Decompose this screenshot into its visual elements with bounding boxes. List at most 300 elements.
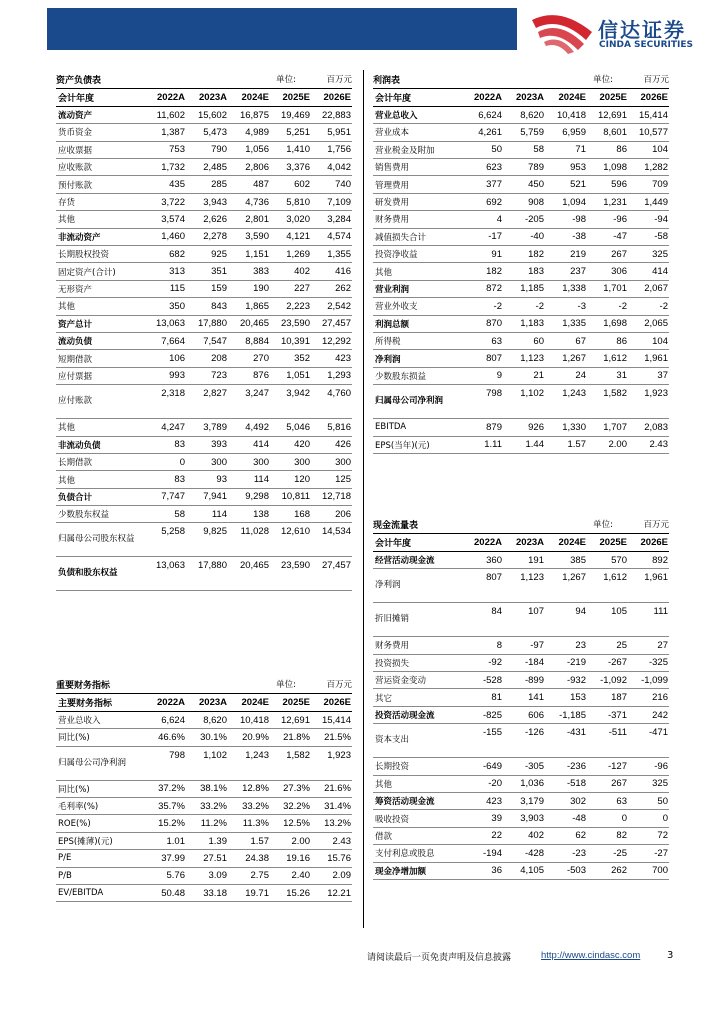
- cell-value: 4,574: [311, 228, 352, 245]
- cell-value: 2.43: [628, 436, 669, 453]
- header-year: 2023A: [503, 89, 545, 106]
- cell-value: 37.99: [142, 850, 186, 867]
- cell-value: 208: [186, 350, 228, 367]
- cell-value: 14,534: [311, 523, 352, 557]
- row-label: P/E: [56, 850, 142, 867]
- cell-value: -3: [545, 298, 587, 315]
- row-label: EPS(摊薄)(元): [56, 832, 142, 849]
- cell-value: 10,418: [545, 106, 587, 123]
- cell-value: 237: [545, 263, 587, 280]
- cell-value: -20: [459, 775, 503, 792]
- table-row: [373, 758, 669, 775]
- cell-value: 1,355: [311, 246, 352, 263]
- header-year: 2022A: [142, 89, 186, 106]
- cell-value: 993: [142, 367, 186, 384]
- table-row: [56, 211, 352, 228]
- cell-value: 23,590: [270, 557, 311, 591]
- income-statement-panel: [373, 70, 669, 454]
- row-label: 流动资产: [56, 106, 142, 123]
- table-row: [373, 246, 669, 263]
- table-row: [373, 263, 669, 280]
- cell-value: 8,884: [228, 332, 270, 349]
- balance-sheet-table: [56, 89, 352, 591]
- row-label: 投资净收益: [373, 246, 459, 263]
- cell-value: 13.2%: [311, 815, 352, 832]
- cell-value: 32.2%: [270, 798, 311, 815]
- cell-value: 7,941: [186, 488, 228, 505]
- table-row: [373, 724, 669, 758]
- cell-value: 63: [587, 793, 628, 810]
- cell-value: 5,251: [270, 124, 311, 141]
- cell-value: 5,951: [311, 124, 352, 141]
- cell-value: 33.2%: [228, 798, 270, 815]
- table-row: [373, 603, 669, 637]
- header-label: 会计年度: [373, 534, 459, 551]
- header-year: 2024E: [545, 534, 587, 551]
- table-row: [373, 193, 669, 210]
- row-label: 管理费用: [373, 176, 459, 193]
- cell-value: 360: [459, 551, 503, 568]
- header-year: 2024E: [228, 694, 270, 711]
- cell-value: 285: [186, 176, 228, 193]
- panel-title: 资产负债表: [56, 75, 102, 86]
- cell-value: 24.38: [228, 850, 270, 867]
- cell-value: 31: [587, 367, 628, 384]
- cell-value: 11.2%: [186, 815, 228, 832]
- cell-value: 3,284: [311, 211, 352, 228]
- unit-label: 单位:: [593, 520, 613, 530]
- table-row: [56, 367, 352, 384]
- cell-value: 4,736: [228, 193, 270, 210]
- cell-value: -126: [503, 724, 545, 758]
- cell-value: -325: [628, 654, 669, 671]
- cell-value: 81: [459, 689, 503, 706]
- table-row: [373, 350, 669, 367]
- cell-value: 4,492: [228, 419, 270, 436]
- cell-value: 33.18: [186, 885, 228, 902]
- table-header-row: [56, 89, 352, 106]
- cell-value: 1,282: [628, 159, 669, 176]
- row-label: 其它: [373, 689, 459, 706]
- column-divider: [363, 70, 364, 928]
- cell-value: -503: [545, 862, 587, 879]
- cell-value: 187: [587, 689, 628, 706]
- table-row: [56, 193, 352, 210]
- cell-value: 5,810: [270, 193, 311, 210]
- cell-value: 414: [228, 436, 270, 453]
- row-label: 非流动负债: [56, 436, 142, 453]
- cell-value: 1,056: [228, 141, 270, 158]
- cell-value: 3,247: [228, 385, 270, 419]
- cell-value: 270: [228, 350, 270, 367]
- cell-value: -38: [545, 228, 587, 245]
- cell-value: 5,759: [503, 124, 545, 141]
- cell-value: 350: [142, 298, 186, 315]
- cell-value: 6,959: [545, 124, 587, 141]
- header-year: 2024E: [228, 89, 270, 106]
- cell-value: 570: [587, 551, 628, 568]
- cell-value: 602: [270, 176, 311, 193]
- cell-value: 20.9%: [228, 729, 270, 746]
- cell-value: -184: [503, 654, 545, 671]
- cell-value: -305: [503, 758, 545, 775]
- cell-value: 1.57: [545, 436, 587, 453]
- row-label: 货币资金: [56, 124, 142, 141]
- cell-value: 1,961: [628, 350, 669, 367]
- cell-value: 38.1%: [186, 780, 228, 797]
- cell-value: 1,460: [142, 228, 186, 245]
- table-row: [56, 332, 352, 349]
- cell-value: 450: [503, 176, 545, 193]
- cell-value: 191: [503, 551, 545, 568]
- row-label: 净利润: [373, 569, 459, 603]
- cell-value: 125: [311, 471, 352, 488]
- row-label: 应付账款: [56, 385, 142, 419]
- table-row: [373, 385, 669, 419]
- cell-value: 385: [545, 551, 587, 568]
- cell-value: 71: [545, 141, 587, 158]
- row-label: 经营活动现金流: [373, 551, 459, 568]
- table-row: [373, 654, 669, 671]
- cell-value: 15.26: [270, 885, 311, 902]
- cell-value: 105: [587, 603, 628, 637]
- cell-value: 2,806: [228, 159, 270, 176]
- unit-note: [563, 73, 669, 85]
- cell-value: 114: [228, 471, 270, 488]
- table-row: [373, 689, 669, 706]
- table-row: [56, 350, 352, 367]
- cell-value: 67: [545, 332, 587, 349]
- cell-value: 1,865: [228, 298, 270, 315]
- cell-value: 790: [186, 141, 228, 158]
- table-row: [56, 280, 352, 297]
- table-row: [373, 176, 669, 193]
- table-row: [56, 557, 352, 591]
- table-row: [373, 419, 669, 436]
- cell-value: -371: [587, 706, 628, 723]
- cell-value: 1,185: [503, 280, 545, 297]
- row-label: 负债合计: [56, 488, 142, 505]
- row-label: 无形资产: [56, 280, 142, 297]
- row-label: 营业税金及附加: [373, 141, 459, 158]
- cell-value: 31.4%: [311, 798, 352, 815]
- cell-value: -236: [545, 758, 587, 775]
- table-row: [373, 793, 669, 810]
- cell-value: 12,691: [587, 106, 628, 123]
- cell-value: 6,624: [142, 711, 186, 728]
- cell-value: 106: [142, 350, 186, 367]
- cell-value: 24: [545, 367, 587, 384]
- row-label: 同比(%): [56, 729, 142, 746]
- cash-flow-table: [373, 534, 669, 880]
- cell-value: 2.00: [270, 832, 311, 849]
- cell-value: 1,707: [587, 419, 628, 436]
- row-label: 支付利息或股息: [373, 845, 459, 862]
- row-label: P/B: [56, 867, 142, 884]
- cell-value: 21.5%: [311, 729, 352, 746]
- row-label: 资产总计: [56, 315, 142, 332]
- unit-label: 单位:: [276, 75, 296, 85]
- table-row: [56, 124, 352, 141]
- table-row: [56, 385, 352, 419]
- unit-value: 百万元: [643, 520, 669, 530]
- row-label: 长期股权投资: [56, 246, 142, 263]
- row-label: ROE(%): [56, 815, 142, 832]
- table-row: [56, 815, 352, 832]
- row-label: 营运资金变动: [373, 672, 459, 689]
- table-row: [56, 798, 352, 815]
- cell-value: 12,691: [270, 711, 311, 728]
- cell-value: 876: [228, 367, 270, 384]
- cell-value: 1,094: [545, 193, 587, 210]
- cell-value: 50: [459, 141, 503, 158]
- website-link[interactable]: http://www.cindasc.com: [541, 950, 641, 961]
- table-row: [56, 780, 352, 797]
- cell-value: 19.71: [228, 885, 270, 902]
- unit-note: [246, 678, 352, 690]
- cell-value: 11,028: [228, 523, 270, 557]
- row-label: 所得税: [373, 332, 459, 349]
- cell-value: 120: [270, 471, 311, 488]
- row-label: 财务费用: [373, 211, 459, 228]
- cell-value: -899: [503, 672, 545, 689]
- cell-value: 25: [587, 637, 628, 654]
- cell-value: 27.51: [186, 850, 228, 867]
- cell-value: 1,243: [228, 746, 270, 780]
- table-row: [56, 141, 352, 158]
- cell-value: -267: [587, 654, 628, 671]
- disclaimer-note: 请阅读最后一页免责声明及信息披露: [367, 953, 512, 963]
- row-label: 研发费用: [373, 193, 459, 210]
- table-row: [56, 711, 352, 728]
- cell-value: 0: [142, 453, 186, 470]
- cell-value: 1,269: [270, 246, 311, 263]
- row-label: 营业总收入: [56, 711, 142, 728]
- cell-value: 37: [628, 367, 669, 384]
- cell-value: 216: [628, 689, 669, 706]
- header-label: 会计年度: [373, 89, 459, 106]
- cell-value: 168: [270, 506, 311, 523]
- cell-value: 402: [503, 827, 545, 844]
- row-label: 应收票据: [56, 141, 142, 158]
- row-label: 其他: [56, 298, 142, 315]
- cell-value: 2.40: [270, 867, 311, 884]
- cell-value: 104: [628, 332, 669, 349]
- table-header-row: [56, 694, 352, 711]
- header-year: 2026E: [311, 89, 352, 106]
- table-row: [56, 729, 352, 746]
- table-row: [373, 106, 669, 123]
- row-label: 净利润: [373, 350, 459, 367]
- cell-value: 20,465: [228, 315, 270, 332]
- cell-value: 242: [628, 706, 669, 723]
- cell-value: 3,376: [270, 159, 311, 176]
- cell-value: 0: [628, 810, 669, 827]
- cell-value: 27.3%: [270, 780, 311, 797]
- cell-value: 377: [459, 176, 503, 193]
- table-row: [373, 280, 669, 297]
- cell-value: 182: [459, 263, 503, 280]
- cell-value: 1.44: [503, 436, 545, 453]
- row-label: 长期借款: [56, 453, 142, 470]
- cell-value: 13,063: [142, 315, 186, 332]
- cell-value: 15,414: [628, 106, 669, 123]
- cell-value: 4,247: [142, 419, 186, 436]
- cell-value: 23: [545, 637, 587, 654]
- cell-value: -2: [587, 298, 628, 315]
- row-label: 归属母公司股东权益: [56, 523, 142, 557]
- row-label: 少数股东权益: [56, 506, 142, 523]
- header-year: 2025E: [270, 694, 311, 711]
- cell-value: 1,756: [311, 141, 352, 158]
- row-label: 毛利率(%): [56, 798, 142, 815]
- cell-value: -47: [587, 228, 628, 245]
- table-row: [56, 298, 352, 315]
- header-year: 2025E: [587, 534, 628, 551]
- table-row: [56, 176, 352, 193]
- cell-value: 15,414: [311, 711, 352, 728]
- cell-value: -825: [459, 706, 503, 723]
- table-row: [56, 228, 352, 245]
- cell-value: 15.2%: [142, 815, 186, 832]
- cell-value: 1,387: [142, 124, 186, 141]
- cell-value: 20,465: [228, 557, 270, 591]
- cell-value: -155: [459, 724, 503, 758]
- table-row: [56, 885, 352, 902]
- cell-value: 50: [628, 793, 669, 810]
- cell-value: 2.09: [311, 867, 352, 884]
- cell-value: 1,612: [587, 569, 628, 603]
- cell-value: 2,278: [186, 228, 228, 245]
- cell-value: 1,961: [628, 569, 669, 603]
- cell-value: 807: [459, 569, 503, 603]
- cell-value: 0: [587, 810, 628, 827]
- cell-value: 11.3%: [228, 815, 270, 832]
- cell-value: 3,722: [142, 193, 186, 210]
- cell-value: -2: [503, 298, 545, 315]
- cell-value: 60: [503, 332, 545, 349]
- header-year: 2023A: [503, 534, 545, 551]
- cell-value: 870: [459, 315, 503, 332]
- header-label: 会计年度: [56, 89, 142, 106]
- header-year: 2026E: [628, 89, 669, 106]
- table-row: [56, 159, 352, 176]
- cell-value: -518: [545, 775, 587, 792]
- row-label: 流动负债: [56, 332, 142, 349]
- cell-value: 4,105: [503, 862, 545, 879]
- row-label: 减值损失合计: [373, 228, 459, 245]
- row-label: 营业成本: [373, 124, 459, 141]
- cell-value: -94: [628, 211, 669, 228]
- panel-title: 利润表: [373, 75, 401, 86]
- cell-value: 423: [311, 350, 352, 367]
- table-row: [373, 672, 669, 689]
- cell-value: 33.2%: [186, 798, 228, 815]
- cell-value: -96: [628, 758, 669, 775]
- cell-value: 1,151: [228, 246, 270, 263]
- cell-value: 435: [142, 176, 186, 193]
- cell-value: 926: [503, 419, 545, 436]
- cell-value: 8,620: [186, 711, 228, 728]
- unit-label: 单位:: [276, 680, 296, 690]
- cell-value: 925: [186, 246, 228, 263]
- cell-value: 1,183: [503, 315, 545, 332]
- cell-value: 3,942: [270, 385, 311, 419]
- table-row: [56, 471, 352, 488]
- cell-value: 1,701: [587, 280, 628, 297]
- cell-value: 1,410: [270, 141, 311, 158]
- cell-value: 46.6%: [142, 729, 186, 746]
- cell-value: -23: [545, 845, 587, 862]
- cell-value: -97: [503, 637, 545, 654]
- cell-value: -96: [587, 211, 628, 228]
- cell-value: 807: [459, 350, 503, 367]
- cell-value: 1,582: [270, 746, 311, 780]
- cell-value: 9,298: [228, 488, 270, 505]
- table-row: [373, 124, 669, 141]
- cell-value: -649: [459, 758, 503, 775]
- cell-value: -1,099: [628, 672, 669, 689]
- cell-value: 153: [545, 689, 587, 706]
- cell-value: 753: [142, 141, 186, 158]
- cell-value: -932: [545, 672, 587, 689]
- cell-value: 1,612: [587, 350, 628, 367]
- cell-value: 267: [587, 775, 628, 792]
- table-row: [373, 436, 669, 453]
- cell-value: 7,109: [311, 193, 352, 210]
- cell-value: 3,789: [186, 419, 228, 436]
- table-row: [373, 706, 669, 723]
- panel-title-bar: [56, 70, 352, 89]
- key-ratios-table: [56, 694, 352, 902]
- cell-value: -98: [545, 211, 587, 228]
- row-label: 投资损失: [373, 654, 459, 671]
- row-label: 长期投资: [373, 758, 459, 775]
- cell-value: 7,664: [142, 332, 186, 349]
- cell-value: 521: [545, 176, 587, 193]
- cell-value: 141: [503, 689, 545, 706]
- cell-value: 892: [628, 551, 669, 568]
- cell-value: 402: [270, 263, 311, 280]
- cell-value: 7,747: [142, 488, 186, 505]
- cell-value: 2,318: [142, 385, 186, 419]
- row-label: 借款: [373, 827, 459, 844]
- cell-value: 4,121: [270, 228, 311, 245]
- cell-value: 2,542: [311, 298, 352, 315]
- cell-value: 104: [628, 141, 669, 158]
- table-row: [373, 228, 669, 245]
- cell-value: 682: [142, 246, 186, 263]
- table-row: [373, 810, 669, 827]
- row-label: 短期借款: [56, 350, 142, 367]
- cell-value: 306: [587, 263, 628, 280]
- cell-value: 1.11: [459, 436, 503, 453]
- cell-value: 84: [459, 603, 503, 637]
- cell-value: 10,391: [270, 332, 311, 349]
- row-label: EPS(当年)(元): [373, 436, 459, 453]
- table-row: [56, 506, 352, 523]
- cell-value: 423: [459, 793, 503, 810]
- table-row: [373, 551, 669, 568]
- header-year: 2026E: [311, 694, 352, 711]
- row-label: 负债和股东权益: [56, 557, 142, 591]
- table-row: [56, 106, 352, 123]
- cell-value: -2: [628, 298, 669, 315]
- row-label: 其他: [373, 775, 459, 792]
- cell-value: 351: [186, 263, 228, 280]
- cell-value: 111: [628, 603, 669, 637]
- row-label: 销售费用: [373, 159, 459, 176]
